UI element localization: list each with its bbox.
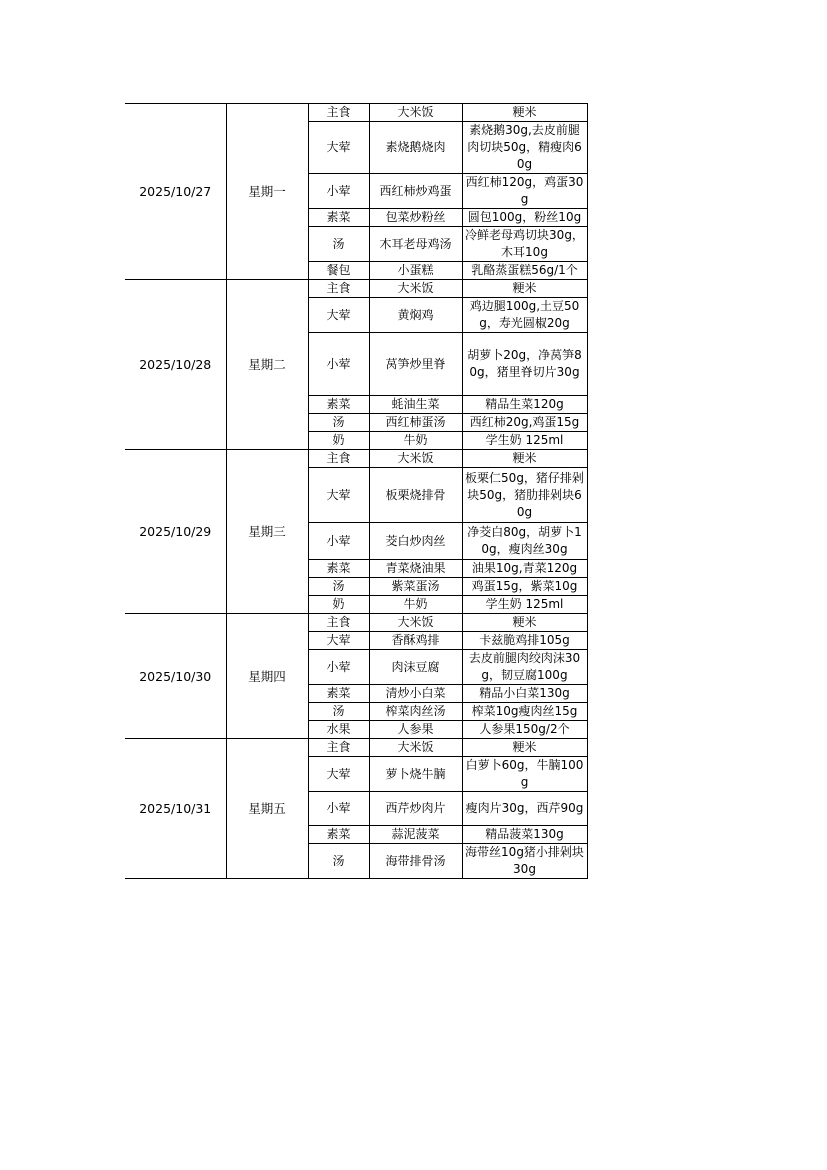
category-cell: 小荤 [308, 174, 369, 209]
category-cell: 小荤 [308, 792, 369, 826]
category-cell: 大荤 [308, 468, 369, 523]
category-cell: 汤 [308, 227, 369, 262]
dish-cell: 大米饭 [369, 450, 462, 468]
dish-cell: 萝卜烧牛腩 [369, 757, 462, 792]
category-cell: 汤 [308, 414, 369, 432]
ingredients-cell: 冷鲜老母鸡切块30g，木耳10g [462, 227, 587, 262]
category-cell: 餐包 [308, 262, 369, 280]
ingredients-cell: 鸡蛋15g，紫菜10g [462, 578, 587, 596]
date-cell: 2025/10/27 [125, 104, 226, 280]
ingredients-cell: 胡萝卜20g，净莴笋80g，猪里脊切片30g [462, 333, 587, 396]
dish-cell: 青菜烧油果 [369, 560, 462, 578]
category-cell: 奶 [308, 596, 369, 614]
table-row [125, 280, 587, 298]
ingredients-cell: 人参果150g/2个 [462, 721, 587, 739]
ingredients-cell: 板栗仁50g，猪仔排剁块50g，猪肋排剁块60g [462, 468, 587, 523]
ingredients-cell: 学生奶 125ml [462, 596, 587, 614]
dish-cell: 海带排骨汤 [369, 844, 462, 879]
ingredients-cell: 粳米 [462, 739, 587, 757]
category-cell: 大荤 [308, 757, 369, 792]
ingredients-cell: 精品生菜120g [462, 396, 587, 414]
weekday-cell: 星期四 [226, 614, 308, 739]
category-cell: 水果 [308, 721, 369, 739]
category-cell: 汤 [308, 578, 369, 596]
category-cell: 素菜 [308, 209, 369, 227]
dish-cell: 牛奶 [369, 596, 462, 614]
ingredients-cell: 去皮前腿肉绞肉沫30g，韧豆腐100g [462, 650, 587, 685]
dish-cell: 清炒小白菜 [369, 685, 462, 703]
ingredients-cell: 鸡边腿100g,土豆50g，寿光圆椒20g [462, 298, 587, 333]
table-row [125, 450, 587, 468]
dish-cell: 木耳老母鸡汤 [369, 227, 462, 262]
weekday-cell: 星期一 [226, 104, 308, 280]
dish-cell: 人参果 [369, 721, 462, 739]
category-cell: 大荤 [308, 122, 369, 174]
dish-cell: 紫菜蛋汤 [369, 578, 462, 596]
weekday-cell: 星期三 [226, 450, 308, 614]
dish-cell: 西红柿蛋汤 [369, 414, 462, 432]
table-row [125, 614, 587, 632]
category-cell: 小荤 [308, 650, 369, 685]
dish-cell: 莴笋炒里脊 [369, 333, 462, 396]
category-cell: 汤 [308, 844, 369, 879]
ingredients-cell: 精品菠菜130g [462, 826, 587, 844]
ingredients-cell: 西红柿120g，鸡蛋30g [462, 174, 587, 209]
ingredients-cell: 粳米 [462, 450, 587, 468]
category-cell: 小荤 [308, 333, 369, 396]
ingredients-cell: 粳米 [462, 104, 587, 122]
dish-cell: 榨菜肉丝汤 [369, 703, 462, 721]
weekday-cell: 星期五 [226, 739, 308, 879]
category-cell: 主食 [308, 450, 369, 468]
ingredients-cell: 素烧鹅30g,去皮前腿肉切块50g，精瘦肉60g [462, 122, 587, 174]
dish-cell: 西芹炒肉片 [369, 792, 462, 826]
dish-cell: 包菜炒粉丝 [369, 209, 462, 227]
table-row [125, 104, 587, 122]
category-cell: 大荤 [308, 298, 369, 333]
ingredients-cell: 油果10g,青菜120g [462, 560, 587, 578]
dish-cell: 板栗烧排骨 [369, 468, 462, 523]
ingredients-cell: 粳米 [462, 280, 587, 298]
category-cell: 素菜 [308, 396, 369, 414]
ingredients-cell: 粳米 [462, 614, 587, 632]
category-cell: 主食 [308, 104, 369, 122]
ingredients-cell: 净茭白80g，胡萝卜10g，瘦肉丝30g [462, 523, 587, 560]
dish-cell: 蒜泥菠菜 [369, 826, 462, 844]
category-cell: 主食 [308, 280, 369, 298]
category-cell: 素菜 [308, 560, 369, 578]
ingredients-cell: 榨菜10g瘦肉丝15g [462, 703, 587, 721]
ingredients-cell: 瘦肉片30g，西芹90g [462, 792, 587, 826]
menu-table-body [125, 104, 587, 879]
category-cell: 小荤 [308, 523, 369, 560]
dish-cell: 小蛋糕 [369, 262, 462, 280]
category-cell: 素菜 [308, 685, 369, 703]
category-cell: 主食 [308, 614, 369, 632]
dish-cell: 大米饭 [369, 280, 462, 298]
table-row [125, 739, 587, 757]
dish-cell: 大米饭 [369, 739, 462, 757]
dish-cell: 西红柿炒鸡蛋 [369, 174, 462, 209]
dish-cell: 香酥鸡排 [369, 632, 462, 650]
dish-cell: 大米饭 [369, 104, 462, 122]
ingredients-cell: 精品小白菜130g [462, 685, 587, 703]
ingredients-cell: 海带丝10g猪小排剁块30g [462, 844, 587, 879]
ingredients-cell: 白萝卜60g，牛腩100g [462, 757, 587, 792]
weekly-menu-table [125, 103, 588, 879]
ingredients-cell: 学生奶 125ml [462, 432, 587, 450]
category-cell: 素菜 [308, 826, 369, 844]
dish-cell: 蚝油生菜 [369, 396, 462, 414]
dish-cell: 肉沫豆腐 [369, 650, 462, 685]
category-cell: 主食 [308, 739, 369, 757]
ingredients-cell: 圆包100g，粉丝10g [462, 209, 587, 227]
date-cell: 2025/10/29 [125, 450, 226, 614]
ingredients-cell: 西红柿20g,鸡蛋15g [462, 414, 587, 432]
category-cell: 奶 [308, 432, 369, 450]
ingredients-cell: 乳酪蒸蛋糕56g/1个 [462, 262, 587, 280]
dish-cell: 黄焖鸡 [369, 298, 462, 333]
dish-cell: 茭白炒肉丝 [369, 523, 462, 560]
weekday-cell: 星期二 [226, 280, 308, 450]
date-cell: 2025/10/28 [125, 280, 226, 450]
ingredients-cell: 卡兹脆鸡排105g [462, 632, 587, 650]
date-cell: 2025/10/31 [125, 739, 226, 879]
category-cell: 汤 [308, 703, 369, 721]
dish-cell: 牛奶 [369, 432, 462, 450]
dish-cell: 大米饭 [369, 614, 462, 632]
dish-cell: 素烧鹅烧肉 [369, 122, 462, 174]
date-cell: 2025/10/30 [125, 614, 226, 739]
category-cell: 大荤 [308, 632, 369, 650]
